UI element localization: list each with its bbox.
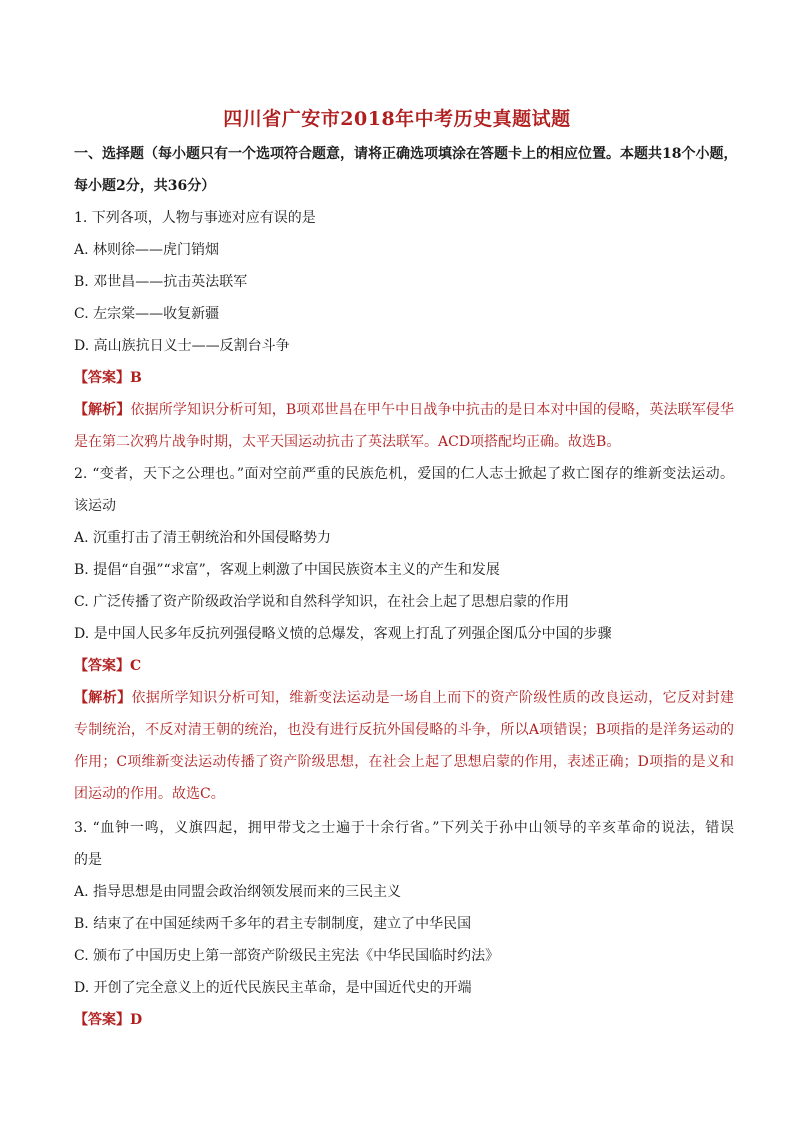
- section-header-line-1: 一、选择题（每小题只有一个选项符合题意，请将正确选项填涂在答题卡上的相应位置。本题共18个小题，: [74, 146, 738, 162]
- question-1-explanation-line-2: 是在第二次鸦片战争时期，太平天国运动抗击了英法联军。ACD项搭配均正确。故选B。: [74, 434, 621, 450]
- question-1-explanation-line-1: [74, 400, 734, 420]
- explanation-text: 依据所学知识分析可知，B项邓世昌在甲午中日战争中抗击的是日本对中国的侵略，英法联军侵华: [130, 402, 734, 418]
- question-3-stem-line-1: 3. “血钟一鸣，义旗四起，拥甲带戈之士遍于十余行省。”下列关于孙中山领导的辛亥革命的说法，错误: [74, 820, 734, 836]
- question-2-option-a: A. 沉重打击了清王朝统治和外国侵略势力: [74, 530, 332, 546]
- question-1-option-a: A. 林则徐——虎门销烟: [74, 242, 220, 258]
- question-2-option-d: D. 是中国人民多年反抗列强侵略义愤的总爆发，客观上打乱了列强企图瓜分中国的步骤: [74, 626, 612, 642]
- question-2-explanation-line-4: 团运动的作用。故选C。: [74, 786, 225, 802]
- answer-label: 【答案】: [74, 370, 130, 386]
- question-1-option-b: B. 邓世昌——抗击英法联军: [74, 274, 248, 290]
- answer-value: C: [130, 658, 142, 674]
- answer-value: B: [130, 370, 142, 386]
- question-1-stem: 1. 下列各项，人物与事迹对应有误的是: [74, 210, 316, 226]
- question-3-option-a: A. 指导思想是由同盟会政治纲领发展而来的三民主义: [74, 884, 402, 900]
- question-2-stem-line-2: 该运动: [74, 498, 116, 514]
- explanation-label: 【解析】: [74, 690, 132, 706]
- explanation-text: 依据所学知识分析可知，维新变法运动是一场自上而下的资产阶级性质的改良运动，它反对封建: [131, 690, 735, 706]
- section-header-line-2: 每小题2分，共36分）: [74, 178, 216, 194]
- question-1-answer: [74, 368, 734, 388]
- question-3-answer: [74, 1010, 734, 1030]
- question-2-option-c: C. 广泛传播了资产阶级政治学说和自然科学知识，在社会上起了思想启蒙的作用: [74, 594, 570, 610]
- question-3-stem-line-2: 的是: [74, 852, 102, 868]
- question-2-explanation-line-2: 专制统治，不反对清王朝的统治，也没有进行反抗外国侵略的斗争，所以A项错误；B项指的是洋务运动的: [74, 722, 734, 738]
- question-1-option-c: C. 左宗棠——收复新疆: [74, 306, 220, 322]
- question-2-stem-line-1: 2. “变者，天下之公理也。”面对空前严重的民族危机，爱国的仁人志士掀起了救亡图存的维新变法运动。: [74, 466, 734, 482]
- question-3-option-c: C. 颁布了中国历史上第一部资产阶级民主宪法《中华民国临时约法》: [74, 948, 500, 964]
- question-2-answer: [74, 656, 734, 676]
- answer-label: 【答案】: [74, 658, 130, 674]
- answer-value: D: [130, 1012, 143, 1028]
- document-title: 四川省广安市2018年中考历史真题试题: [223, 108, 571, 130]
- question-1-option-d: D. 高山族抗日义士——反割台斗争: [74, 338, 290, 354]
- question-2-option-b: B. 提倡“自强”“求富”，客观上刺激了中国民族资本主义的产生和发展: [74, 562, 500, 578]
- question-2-explanation-line-3: 作用；C项维新变法运动传播了资产阶级思想，在社会上起了思想启蒙的作用，表述正确；D项指的是义和: [74, 754, 734, 770]
- explanation-label: 【解析】: [74, 402, 131, 418]
- answer-label: 【答案】: [74, 1012, 130, 1028]
- question-2-explanation-line-1: [74, 688, 734, 708]
- question-3-option-d: D. 开创了完全意义上的近代民族民主革命，是中国近代史的开端: [74, 980, 472, 996]
- question-3-option-b: B. 结束了在中国延续两千多年的君主专制制度，建立了中华民国: [74, 916, 472, 932]
